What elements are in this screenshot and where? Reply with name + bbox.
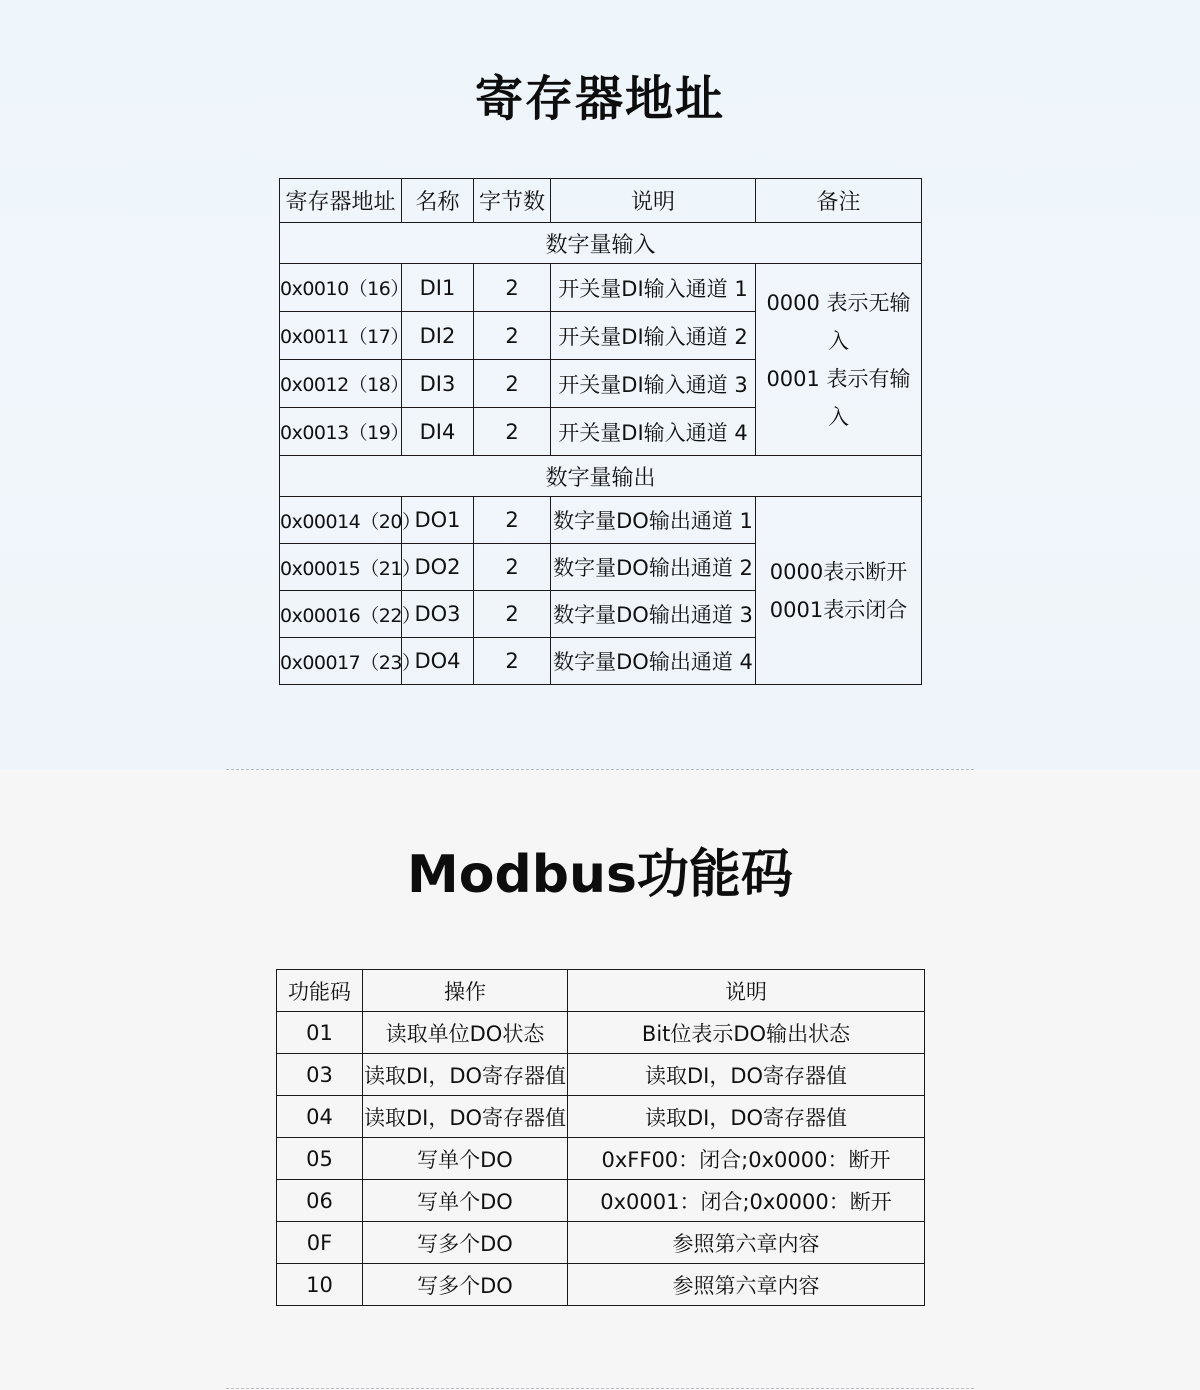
register-address-cell: 0x00014（20） xyxy=(280,497,402,544)
function-code-cell: 10 xyxy=(277,1264,363,1306)
register-address-cell: 0x00017（23） xyxy=(280,638,402,685)
register-address-cell: 0x0012（18） xyxy=(280,360,402,408)
table-row xyxy=(280,497,922,544)
table-row xyxy=(277,1138,925,1180)
register-address-cell: 0x0010（16） xyxy=(280,264,402,312)
remark-line: 0001表示闭合 xyxy=(769,597,908,622)
function-code-cell: 04 xyxy=(277,1096,363,1138)
header-byte-count: 字节数 xyxy=(474,179,551,223)
function-code-cell: 06 xyxy=(277,1180,363,1222)
description-cell: 数字量DO输出通道 3 xyxy=(551,591,756,638)
description-cell: 参照第六章内容 xyxy=(568,1222,925,1264)
modbus-function-code-table xyxy=(276,969,925,1306)
operation-cell: 写单个DO xyxy=(363,1180,568,1222)
register-address-cell: 0x0011（17） xyxy=(280,312,402,360)
table-row xyxy=(277,1264,925,1306)
remark-line: 0001 表示有输入 xyxy=(766,366,911,429)
table-header-row xyxy=(277,970,925,1012)
register-address-cell: 0x0013（19） xyxy=(280,408,402,456)
group-row-digital-output xyxy=(280,456,922,497)
operation-cell: 读取单位DO状态 xyxy=(363,1012,568,1054)
description-cell: 参照第六章内容 xyxy=(568,1264,925,1306)
table-row xyxy=(277,1012,925,1054)
byte-count-cell: 2 xyxy=(474,497,551,544)
description-cell: 开关量DI输入通道 2 xyxy=(551,312,756,360)
table-row xyxy=(280,264,922,312)
name-cell: DI4 xyxy=(402,408,474,456)
name-cell: DO2 xyxy=(402,544,474,591)
header-name: 名称 xyxy=(402,179,474,223)
register-address-title: 寄存器地址 xyxy=(474,71,725,127)
header-register-address: 寄存器地址 xyxy=(280,179,402,223)
function-code-cell: 0F xyxy=(277,1222,363,1264)
byte-count-cell: 2 xyxy=(474,360,551,408)
register-address-table xyxy=(279,178,922,685)
description-cell: Bit位表示DO输出状态 xyxy=(568,1012,925,1054)
description-cell: 读取DI，DO寄存器值 xyxy=(568,1054,925,1096)
name-cell: DI3 xyxy=(402,360,474,408)
operation-cell: 写多个DO xyxy=(363,1222,568,1264)
group-label: 数字量输入 xyxy=(280,223,922,264)
function-code-cell: 01 xyxy=(277,1012,363,1054)
section-divider xyxy=(226,769,974,770)
name-cell: DI2 xyxy=(402,312,474,360)
register-address-cell: 0x00016（22） xyxy=(280,591,402,638)
register-address-cell: 0x00015（21） xyxy=(280,544,402,591)
header-operation: 操作 xyxy=(363,970,568,1012)
description-cell: 0x0001：闭合;0x0000：断开 xyxy=(568,1180,925,1222)
remark-line: 0000 表示无输入 xyxy=(766,290,911,353)
byte-count-cell: 2 xyxy=(474,591,551,638)
function-code-cell: 03 xyxy=(277,1054,363,1096)
header-description: 说明 xyxy=(551,179,756,223)
remark-line: 0000表示断开 xyxy=(769,559,908,584)
header-remark: 备注 xyxy=(756,179,922,223)
description-cell: 读取DI，DO寄存器值 xyxy=(568,1096,925,1138)
name-cell: DI1 xyxy=(402,264,474,312)
byte-count-cell: 2 xyxy=(474,408,551,456)
modbus-function-code-title: Modbus功能码 xyxy=(407,845,793,905)
description-cell: 开关量DI输入通道 3 xyxy=(551,360,756,408)
table-row xyxy=(277,1054,925,1096)
remark-cell xyxy=(756,497,922,685)
name-cell: DO4 xyxy=(402,638,474,685)
operation-cell: 读取DI，DO寄存器值 xyxy=(363,1096,568,1138)
table-row xyxy=(277,1222,925,1264)
byte-count-cell: 2 xyxy=(474,264,551,312)
header-description: 说明 xyxy=(568,970,925,1012)
section-divider xyxy=(226,1388,974,1389)
header-function-code: 功能码 xyxy=(277,970,363,1012)
description-cell: 开关量DI输入通道 1 xyxy=(551,264,756,312)
remark-cell xyxy=(756,264,922,456)
table-header-row xyxy=(280,179,922,223)
operation-cell: 写多个DO xyxy=(363,1264,568,1306)
description-cell: 数字量DO输出通道 1 xyxy=(551,497,756,544)
table-row xyxy=(277,1096,925,1138)
operation-cell: 写单个DO xyxy=(363,1138,568,1180)
description-cell: 开关量DI输入通道 4 xyxy=(551,408,756,456)
table-row xyxy=(277,1180,925,1222)
byte-count-cell: 2 xyxy=(474,312,551,360)
byte-count-cell: 2 xyxy=(474,638,551,685)
operation-cell: 读取DI，DO寄存器值 xyxy=(363,1054,568,1096)
group-label: 数字量输出 xyxy=(280,456,922,497)
description-cell: 数字量DO输出通道 2 xyxy=(551,544,756,591)
description-cell: 数字量DO输出通道 4 xyxy=(551,638,756,685)
description-cell: 0xFF00：闭合;0x0000：断开 xyxy=(568,1138,925,1180)
byte-count-cell: 2 xyxy=(474,544,551,591)
group-row-digital-input xyxy=(280,223,922,264)
function-code-cell: 05 xyxy=(277,1138,363,1180)
name-cell: DO1 xyxy=(402,497,474,544)
name-cell: DO3 xyxy=(402,591,474,638)
